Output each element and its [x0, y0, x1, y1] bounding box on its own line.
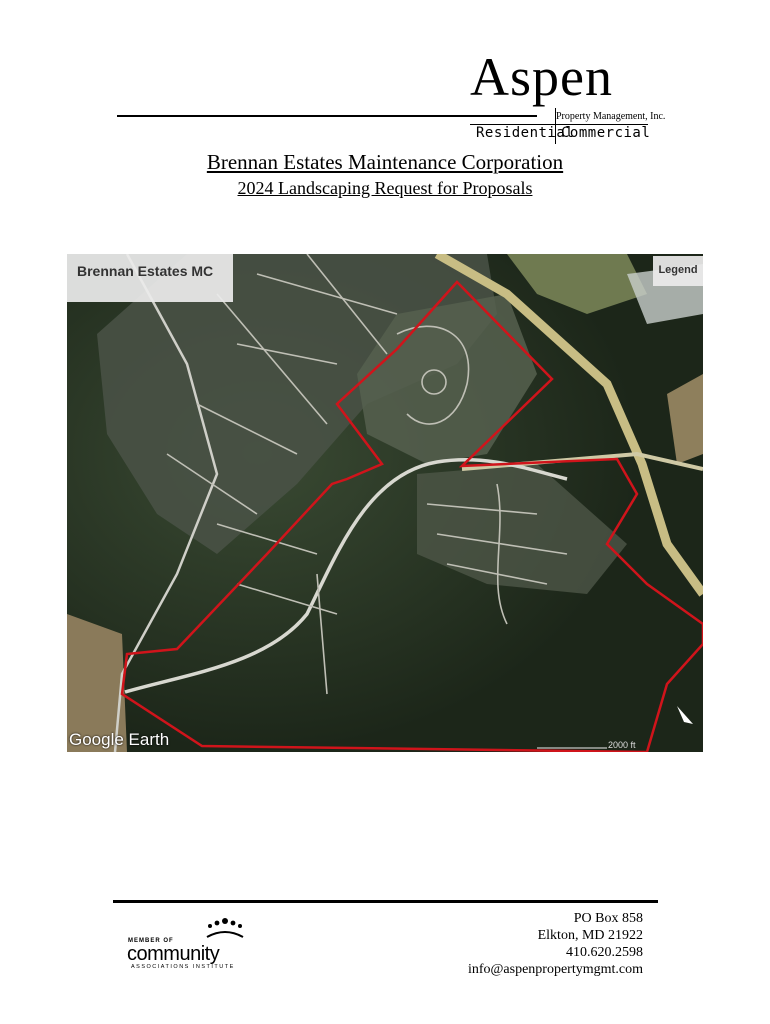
cai-community-word: community [127, 943, 220, 965]
map-scale-label: 2000 ft [608, 740, 636, 750]
aspen-logo-commercial: Commercial [561, 125, 651, 141]
aerial-map [67, 254, 703, 752]
google-earth-mark: Google Earth [69, 730, 170, 749]
document-title: Brennan Estates Maintenance Corporation [206, 150, 564, 174]
aerial-map-image [67, 254, 703, 752]
footer-rule [113, 900, 658, 903]
map-location-label: Brennan Estates MC [67, 254, 233, 302]
address-email[interactable]: info@aspenpropertymgmt.com [467, 962, 643, 977]
document-subtitle: 2024 Landscaping Request for Proposals [237, 178, 533, 198]
aspen-logo-word: Aspen [470, 47, 613, 107]
address-phone: 410.620.2598 [566, 945, 643, 960]
cai-people-icon [205, 917, 245, 939]
cai-member-of: MEMBER OF [128, 938, 174, 944]
aspen-logo-residential: Residential [476, 125, 575, 141]
header-rule [117, 115, 537, 117]
map-legend-button[interactable]: Legend [653, 256, 703, 286]
address-city: Elkton, MD 21922 [537, 928, 643, 943]
address-po-box: PO Box 858 [573, 911, 643, 926]
aspen-logo-tagline: Property Management, Inc. [556, 111, 666, 122]
cai-institute: ASSOCIATIONS INSTITUTE [131, 964, 235, 970]
